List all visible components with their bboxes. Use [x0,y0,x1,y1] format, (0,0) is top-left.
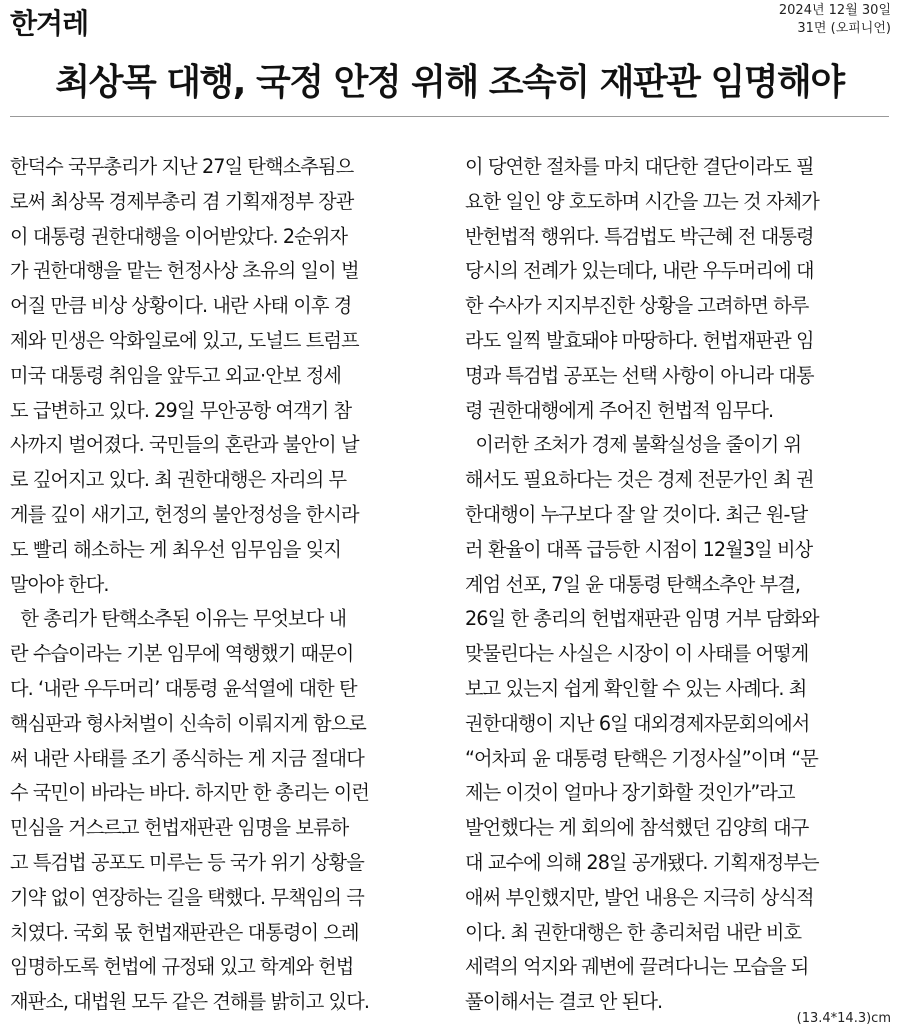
article-text-line: 수 국민이 바라는 바다. 하지만 한 총리는 이런 [10,781,370,805]
article-text-line: 게를 깊이 새기고, 헌정의 불안정성을 한시라 [10,502,359,526]
article-text-line: 제와 민생은 악화일로에 있고, 도널드 트럼프 [10,328,359,352]
article-text-line: 보고 있는지 쉽게 확인할 수 있는 사례다. 최 [465,676,807,700]
publication-meta [779,2,891,38]
article-text-line: 명과 특검법 공포는 선택 사항이 아니라 대통 [465,363,814,387]
article-text-line: 어질 만큼 비상 상황이다. 내란 사태 이후 경 [10,294,352,318]
article-text-line: 도 빨리 해소하는 게 최우선 임무임을 잊지 [10,537,341,561]
article-text-line: “어차피 윤 대통령 탄핵은 기정사실”이며 “문 [465,746,818,770]
article-text-line: 핵심판과 형사처벌이 신속히 이뤄지게 함으로 [10,711,366,735]
newspaper-logo: 한겨레 [10,7,89,40]
article-text-line: 당시의 전례가 있는데다, 내란 우두머리에 대 [465,259,814,283]
article-text-line: 한 총리가 탄핵소추된 이유는 무엇보다 내 [10,607,347,631]
article-text-line: 이 당연한 절차를 마치 대단한 결단이라도 필 [465,155,814,178]
article-text-line: 풀이해서는 결코 안 된다. [465,990,663,1014]
article-text-line: 발언했다는 게 회의에 참석했던 김양희 대구 [465,816,809,840]
article-text-line: 도 급변하고 있다. 29일 무안공항 여객기 참 [10,398,352,422]
article-text-line: 라도 일찍 발효돼야 마땅하다. 헌법재판관 임 [465,328,814,352]
article-text-line: 애써 부인했지만, 발언 내용은 지극히 상식적 [465,885,814,909]
article-text-line: 로 깊어지고 있다. 최 권한대행은 자리의 무 [10,468,347,492]
article-text-line: 한 수사가 지지부진한 상황을 고려하면 하루 [465,294,809,318]
article-text-line: 권한대행이 지난 6일 대외경제자문회의에서 [465,711,810,735]
article-text-line: 러 환율이 대폭 급등한 시점이 12월3일 비상 [465,537,813,561]
article-text-line: 임명하도록 헌법에 규정돼 있고 학계와 헌법 [10,955,354,979]
article-text-line: 26일 한 총리의 헌법재판관 임명 거부 담화와 [465,607,819,631]
article-text-line: 기약 없이 연장하는 길을 택했다. 무책임의 극 [10,885,364,909]
article-text-line: 제는 이것이 얼마나 장기화할 것인가”라고 [465,781,795,805]
headline-divider [10,116,889,117]
article-text-line: 대 교수에 의해 28일 공개됐다. 기획재정부는 [465,850,819,874]
article-text-line: 고 특검법 공포도 미루는 등 국가 위기 상황을 [10,850,364,874]
article-text-line: 반헌법적 행위다. 특검법도 박근혜 전 대통령 [465,224,814,248]
article-text-line: 민심을 거스르고 헌법재판관 임명을 보류하 [10,816,349,840]
article-text-line: 한덕수 국무총리가 지난 27일 탄핵소추됨으 [10,155,354,178]
article-text-line: 이다. 최 권한대행은 한 총리처럼 내란 비호 [465,920,802,944]
article-column-right [465,150,890,1020]
article-text-line: 재판소, 대법원 모두 같은 견해를 밝히고 있다. [10,990,370,1014]
article-text-line: 다. ‘내란 우두머리’ 대통령 윤석열에 대한 탄 [10,676,357,700]
article-text-line: 로써 최상목 경제부총리 겸 기획재정부 장관 [10,189,354,213]
article-size-note: (13.4*14.3)cm [796,1011,891,1026]
article-text-line: 써 내란 사태를 조기 종식하는 게 지금 절대다 [10,746,364,770]
article-text-line: 맞물린다는 사실은 시장이 이 사태를 어떻게 [465,642,809,666]
article-text-line: 세력의 억지와 궤변에 끌려다니는 모습을 되 [465,955,809,979]
article-text-line: 이 대통령 권한대행을 이어받았다. 2순위자 [10,224,348,248]
article-text-line: 요한 일인 양 호도하며 시간을 끄는 것 자체가 [465,189,819,213]
article-text-line: 계엄 선포, 7일 윤 대통령 탄핵소추안 부결, [465,572,801,596]
article-text-line: 가 권한대행을 맡는 헌정사상 초유의 일이 벌 [10,259,359,283]
article-text-line: 한대행이 누구보다 잘 알 것이다. 최근 원-달 [465,502,808,526]
article-text-line: 란 수습이라는 기본 임무에 역행했기 때문이 [10,642,354,666]
article-text-line: 사까지 벌어졌다. 국민들의 혼란과 불안이 날 [10,433,359,457]
article-headline: 최상목 대행, 국정 안정 위해 조속히 재판관 임명해야 [55,62,844,103]
article-text-line: 말아야 한다. [10,572,109,596]
page-section: 31면 (오피니언) [797,21,891,36]
article-text-line: 미국 대통령 취임을 앞두고 외교·안보 정세 [10,363,341,387]
article-text-line: 이러한 조처가 경제 불확실성을 줄이기 위 [465,433,802,457]
article-text-line: 치였다. 국회 몫 헌법재판관은 대통령이 으레 [10,920,359,944]
article-column-left [10,150,440,1020]
article-text-line: 해서도 필요하다는 것은 경제 전문가인 최 권 [465,468,814,492]
article-text-line: 령 권한대행에게 주어진 헌법적 임무다. [465,398,774,422]
publication-date: 2024년 12월 30일 [778,3,891,18]
